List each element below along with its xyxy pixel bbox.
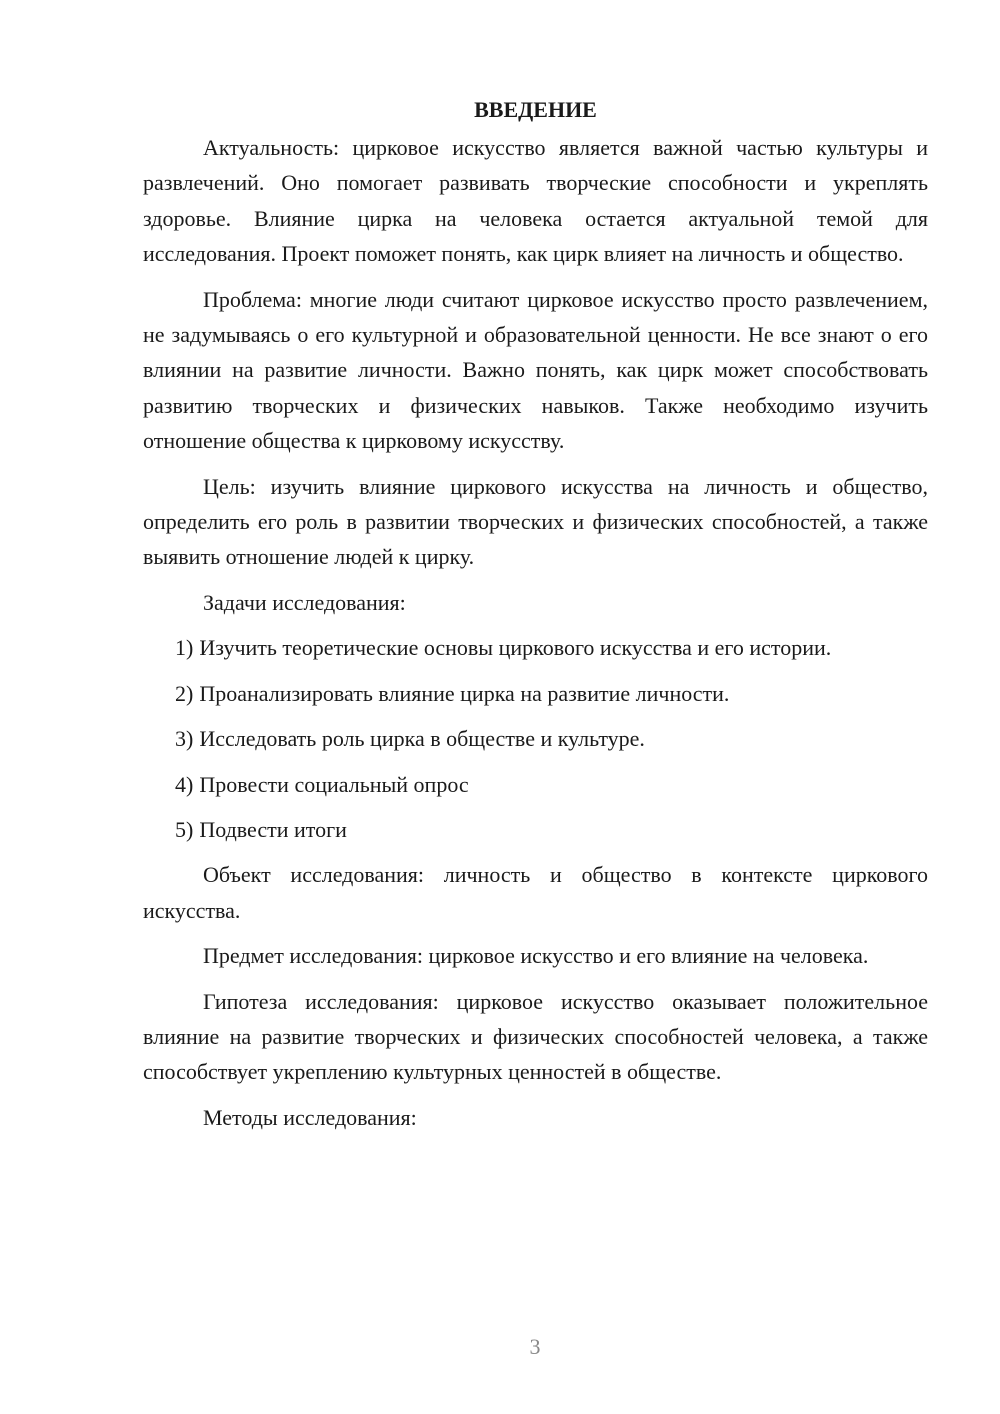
list-item-text: Провести социальный опрос [199, 771, 469, 797]
list-item-number: 1) [175, 635, 194, 661]
list-item-text: Исследовать роль цирка в обществе и культуре. [199, 726, 645, 752]
list-item [143, 630, 928, 665]
list-item-text: Подвести итоги [199, 816, 347, 842]
list-item-number: 2) [175, 680, 194, 706]
page-title: ВВЕДЕНИЕ [474, 97, 597, 122]
paragraph-hypothesis: Гипотеза исследования: цирковое искусство оказывает положительное влияние на развитие творческих и физических способностей человека, а также способствует укреплению культурных ценностей в обществе. [143, 988, 928, 1085]
paragraph-problem: Проблема: многие люди считают цирковое искусство просто развлечением, не задумываясь о его культурной и образовательной ценности. Не все знают о его влиянии на развитие личности. Важно понять, как цирк может способствовать развитию творческих и физических навыков. Также необходимо изучить отношение общества к цирковому искусству. [143, 286, 928, 454]
list-item [143, 676, 928, 711]
methods-heading: Методы исследования: [203, 1104, 417, 1130]
list-item-number: 4) [175, 771, 194, 797]
list-item-text: Изучить теоретические основы циркового искусства и его истории. [199, 635, 832, 661]
list-item-number: 3) [175, 726, 194, 752]
paragraph-goal: Цель: изучить влияние циркового искусства на личность и общество, определить его роль в развитии творческих и физических способностей, а также выявить отношение людей к цирку. [143, 473, 928, 570]
list-item [143, 812, 928, 847]
document-page [143, 92, 928, 1145]
paragraph-subject: Предмет исследования: цирковое искусство и его влияние на человека. [203, 943, 869, 969]
tasks-heading: Задачи исследования: [203, 589, 406, 615]
list-item [143, 721, 928, 756]
list-item [143, 767, 928, 802]
tasks-list [143, 630, 928, 847]
list-item-number: 5) [175, 816, 194, 842]
page-number: 3 [529, 1334, 541, 1359]
list-item-text: Проанализировать влияние цирка на развитие личности. [199, 680, 730, 706]
paragraph-relevance: Актуальность: цирковое искусство является важной частью культуры и развлечений. Оно помогает развивать творческие способности и укреплять здоровье. Влияние цирка на человека остается актуальной темой для исследования. Проект поможет понять, как цирк влияет на личность и общество. [143, 135, 928, 267]
paragraph-object: Объект исследования: личность и общество в контексте циркового искусства. [143, 862, 928, 923]
